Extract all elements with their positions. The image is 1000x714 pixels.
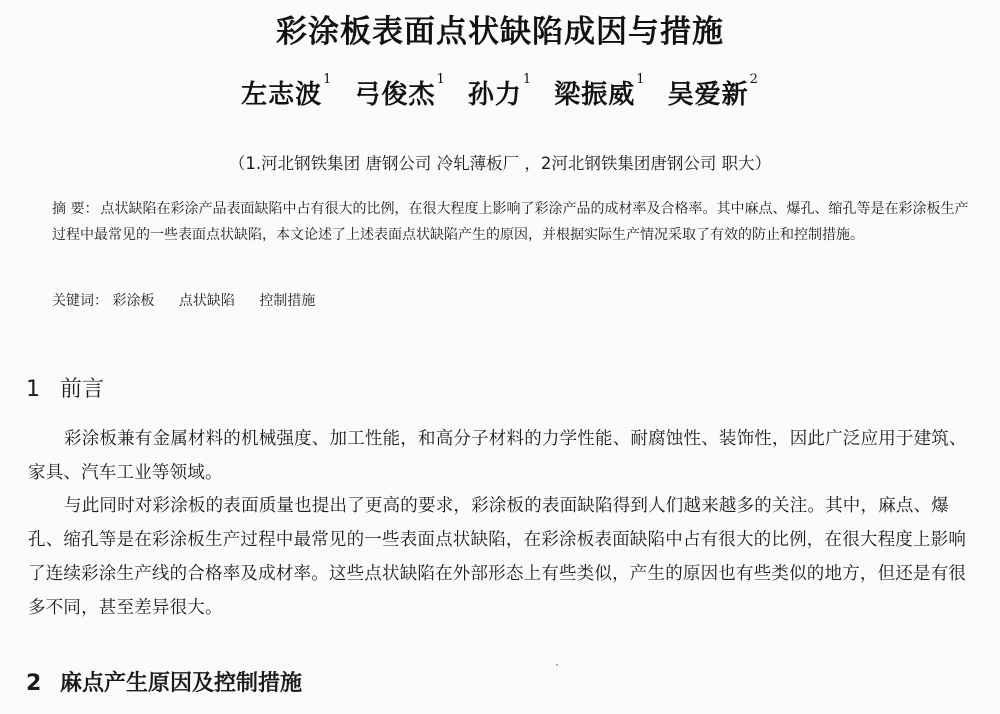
- keywords-label: 关键词：: [52, 293, 108, 309]
- author: [468, 74, 532, 111]
- author-name: 弓俊杰: [354, 80, 436, 110]
- paper-title: 彩涂板表面点状缺陷成因与措施: [276, 14, 724, 50]
- affiliation-line: （1.河北钢铁集团 唐钢公司 冷轧薄板厂 ，2河北钢铁集团唐钢公司 职大）: [228, 154, 772, 173]
- author: [354, 74, 445, 111]
- abstract-label: 摘 要：: [52, 201, 99, 217]
- section-number: 1: [26, 377, 40, 402]
- keyword: 控制措施: [259, 293, 316, 309]
- keyword: 彩涂板: [112, 293, 155, 309]
- author-list: [0, 74, 1000, 111]
- author-affiliation-mark: 1: [436, 72, 446, 87]
- section-number: 2: [26, 671, 42, 696]
- keywords: [52, 290, 335, 310]
- author-name: 梁振威: [554, 80, 636, 110]
- author: [554, 74, 645, 111]
- body-paragraph: 彩涂板兼有金属材料的机械强度、加工性能，和高分子材料的力学性能、耐腐蚀性、装饰性，因此广泛应用于建筑、家具、汽车工业等领域。: [28, 429, 967, 483]
- abstract-text: 点状缺陷在彩涂产品表面缺陷中占有很大的比例，在很大程度上影响了彩涂产品的成材率及合格率。其中麻点、爆孔、缩孔等是在彩涂板生产过程中最常见的一些表面点状缺陷，本文论述了上述表面点状缺陷产生的原因，并根据实际生产情况采取了有效的防止和控制措施。: [52, 201, 969, 243]
- section-title: 前言: [60, 377, 105, 402]
- scan-speck: [556, 664, 558, 666]
- author-name: 吴爱新: [667, 80, 749, 110]
- author-affiliation-mark: 2: [749, 72, 759, 87]
- author-affiliation-mark: 1: [522, 72, 533, 87]
- section-title: 麻点产生原因及控制措施: [60, 671, 303, 696]
- keyword: 点状缺陷: [178, 293, 235, 309]
- author-affiliation-mark: 1: [636, 72, 646, 87]
- section-heading: [26, 666, 302, 697]
- author: [668, 74, 759, 111]
- author-affiliation-mark: 1: [323, 72, 333, 87]
- author-name: 孙力: [467, 80, 522, 110]
- body-paragraph: 与此同时对彩涂板的表面质量也提出了更高的要求，彩涂板的表面缺陷得到人们越来越多的关注。其中，麻点、爆孔、缩孔等是在彩涂板生产过程中最常见的一些表面点状缺陷，在彩涂板表面缺陷中占有很大的比例，在很大程度上影响了连续彩涂生产线的合格率及成材率。这些点状缺陷在外部形态上有些类似，产生的原因也有些类似的地方，但还是有很多不同，甚至差异很大。: [28, 496, 967, 618]
- author: [241, 74, 332, 111]
- section-heading: [26, 372, 104, 403]
- author-name: 左志波: [241, 80, 323, 110]
- abstract: [52, 196, 972, 248]
